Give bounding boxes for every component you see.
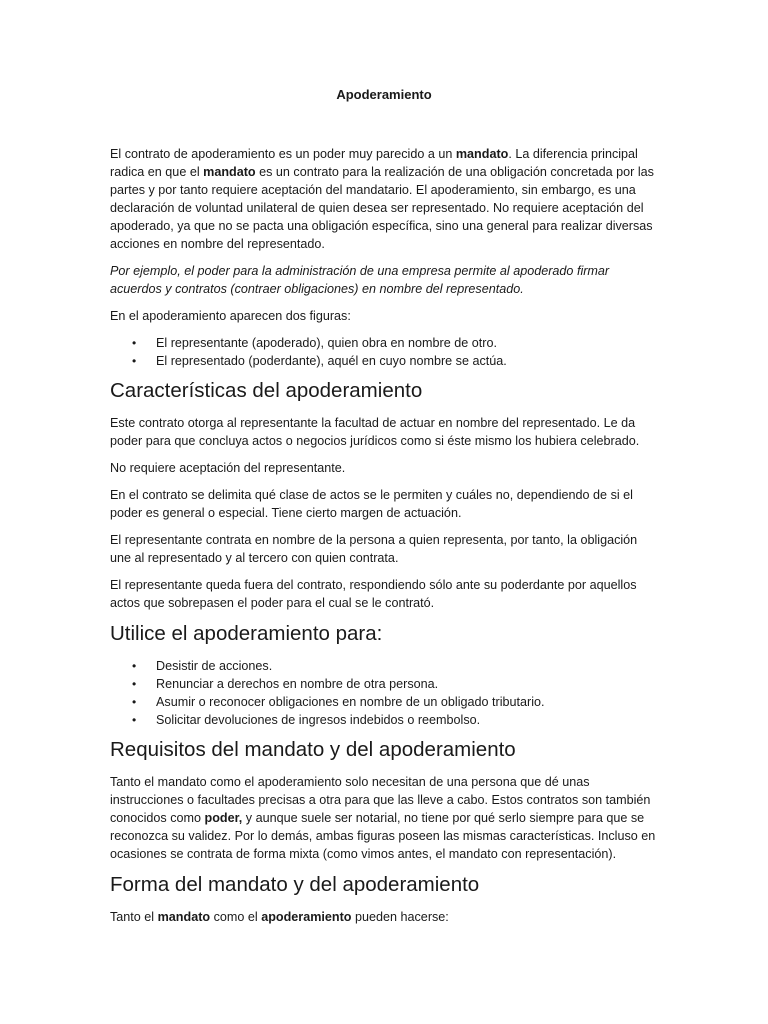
bullet-icon: •	[132, 677, 137, 691]
characteristics-paragraph: El representante queda fuera del contrato, respondiendo sólo ante su poderdante por aquellos actos que sobrepasen el poder para el cual se le contrató.	[110, 578, 637, 610]
characteristics-paragraph: Este contrato otorga al representante la facultad de actuar en nombre del representado. Le da poder para que concluya actos o negocios jurídicos como si éste mismo los hubiera celebrado.	[110, 416, 640, 448]
list-item	[110, 334, 658, 352]
heading-requirements: Requisitos del mandato y del apoderamiento	[110, 738, 516, 761]
list-item-text: Renunciar a derechos en nombre de otra persona.	[156, 677, 439, 691]
list-item	[110, 693, 658, 711]
intro-bold-mandato-1: mandato	[455, 147, 509, 161]
list-item-text: El representado (poderdante), aquél en cuyo nombre se actúa.	[156, 354, 507, 368]
bullet-icon: •	[132, 695, 137, 709]
characteristics-paragraph: En el contrato se delimita qué clase de actos se le permiten y cuáles no, dependiendo de si el poder es general o especial. Tiene cierto margen de actuación.	[110, 488, 633, 520]
bullet-icon: •	[132, 713, 137, 727]
bullet-icon: •	[132, 659, 137, 673]
list-item-text: Desistir de acciones.	[156, 659, 273, 673]
list-item-text: El representante (apoderado), quien obra en nombre de otro.	[156, 336, 497, 350]
example-paragraph: Por ejemplo, el poder para la administración de una empresa permite al apoderado firmar acuerdos y contratos (contraer obligaciones) en nombre del representado.	[110, 264, 610, 296]
form-text-3: pueden hacerse:	[351, 910, 449, 924]
list-item-text: Solicitar devoluciones de ingresos indebidos o reembolso.	[156, 713, 481, 727]
characteristics-paragraph: No requiere aceptación del representante.	[110, 461, 346, 475]
form-text-2: como el	[210, 910, 262, 924]
intro-bold-mandato-2: mandato	[203, 165, 256, 179]
list-item	[110, 711, 658, 729]
intro-text-1: El contrato de apoderamiento es un poder muy parecido a un	[110, 147, 456, 161]
form-bold-apoderamiento: apoderamiento	[261, 910, 352, 924]
intro-text-2: . La diferencia principal radica en que el	[110, 147, 638, 179]
form-bold-mandato: mandato	[157, 910, 211, 924]
requirements-text-1: Tanto el mandato como el apoderamiento solo necesitan de una persona que dé unas instrucciones o facultades precisas a otra para que las lleve a cabo. Estos contratos son también conocidos como	[110, 775, 651, 825]
intro-paragraph	[110, 145, 658, 253]
heading-uses: Utilice el apoderamiento para:	[110, 622, 383, 645]
intro-text-3: es un contrato para la realización de una obligación concretada por las partes y por tanto requiere aceptación del mandatario. El apoderamiento, sin embargo, es una declaración de voluntad unilateral de quien desea ser representado. No requiere aceptación del apoderado, ya que no se pacta una obligación específica, sino una general para realizar diversas acciones en nombre del representado.	[110, 165, 654, 251]
heading-form: Forma del mandato y del apoderamiento	[110, 873, 480, 896]
figures-list	[110, 334, 658, 370]
list-item	[110, 352, 658, 370]
characteristics-paragraph: El representante contrata en nombre de la persona a quien representa, por tanto, la obligación une al representado y al tercero con quien contrata.	[110, 533, 638, 565]
form-text-1: Tanto el	[110, 910, 158, 924]
form-paragraph	[110, 908, 658, 926]
figures-intro: En el apoderamiento aparecen dos figuras:	[110, 309, 351, 323]
requirements-text-2: y aunque suele ser notarial, no tiene por qué serlo siempre para que se reconozca su validez. Por lo demás, ambas figuras poseen las mismas características. Incluso en ocasiones se contrata de forma mixta (como vimos antes, el mandato con representación).	[110, 811, 656, 861]
bullet-icon: •	[132, 354, 137, 368]
requirements-bold-poder: poder,	[204, 811, 243, 825]
list-item-text: Asumir o reconocer obligaciones en nombre de un obligado tributario.	[156, 695, 545, 709]
heading-characteristics: Características del apoderamiento	[110, 379, 423, 402]
uses-list	[110, 657, 658, 729]
bullet-icon: •	[132, 336, 137, 350]
requirements-paragraph	[110, 773, 658, 863]
list-item	[110, 675, 658, 693]
list-item	[110, 657, 658, 675]
document-title: Apoderamiento	[336, 87, 432, 102]
